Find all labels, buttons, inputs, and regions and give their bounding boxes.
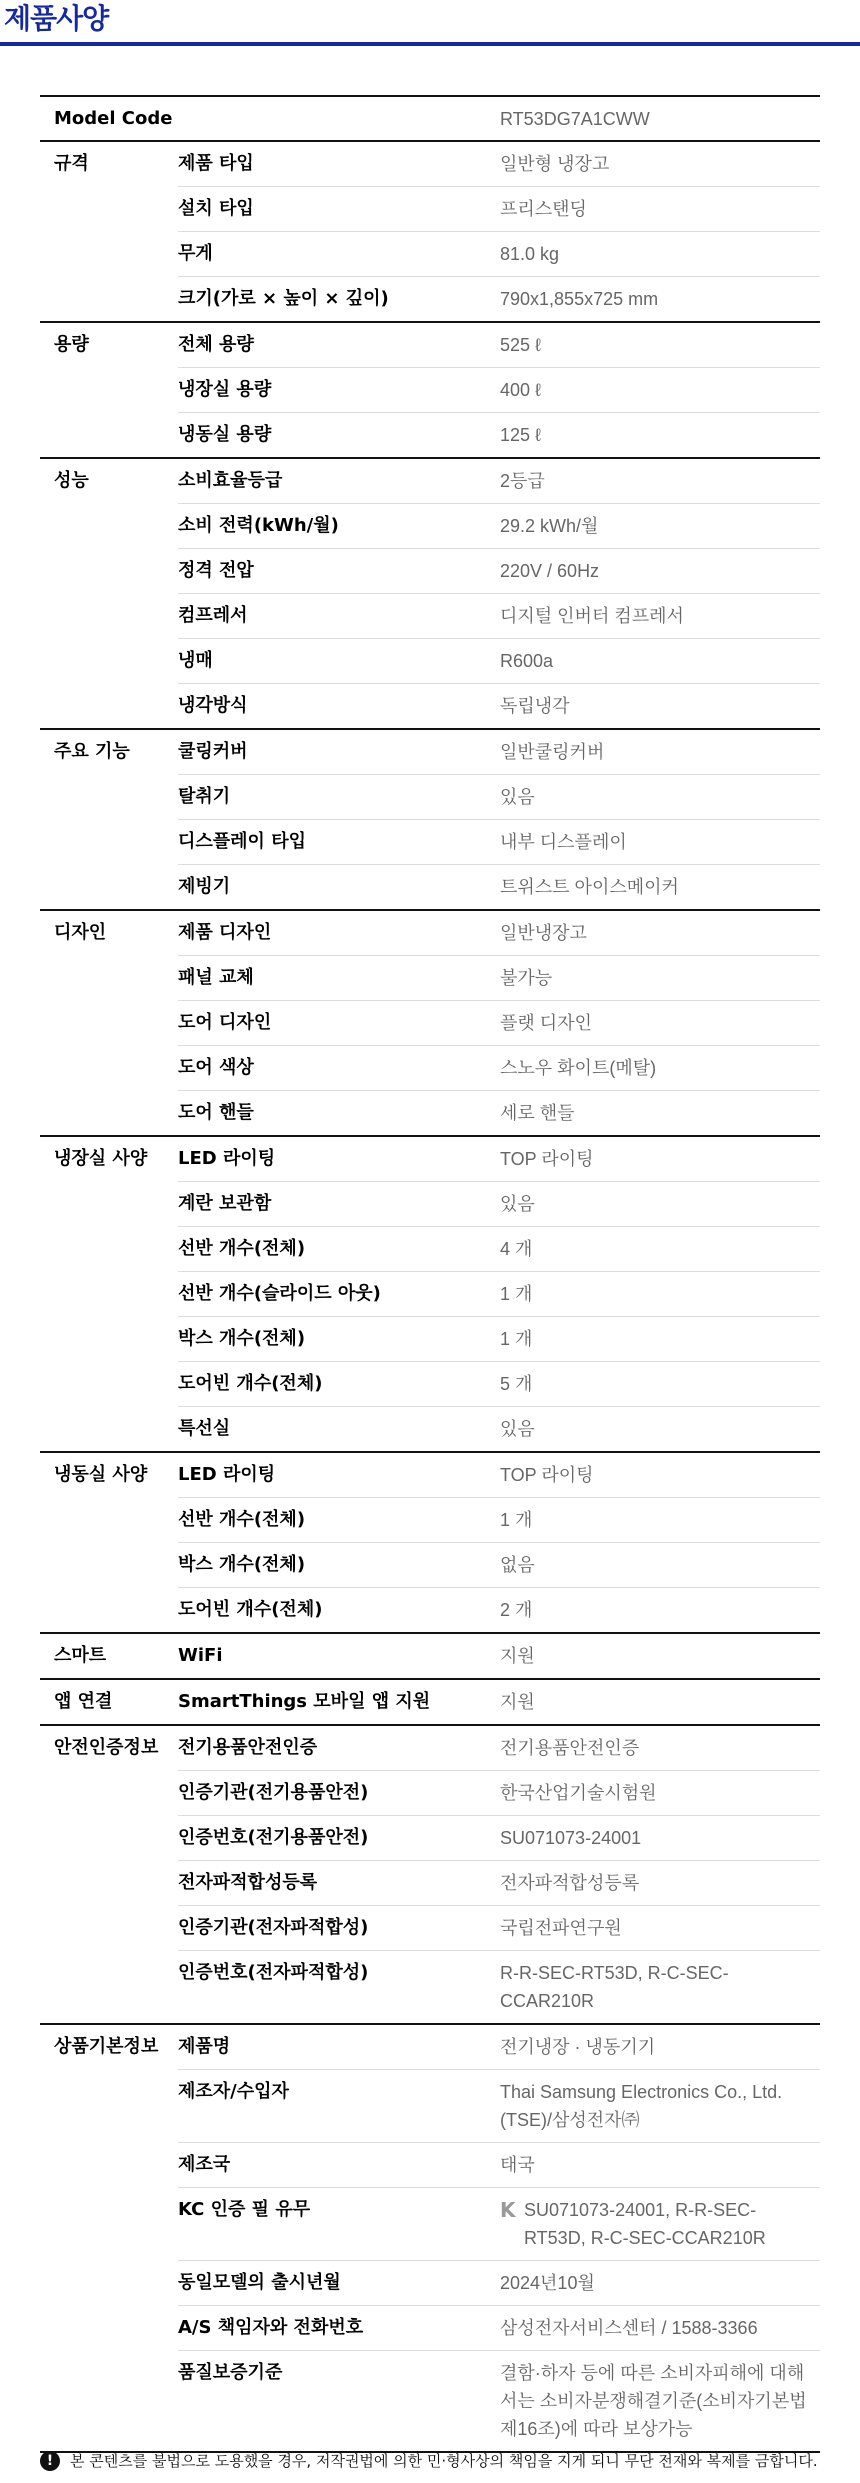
spec-row: [178, 1045, 820, 1090]
spec-value: 5 개: [500, 1374, 533, 1394]
spec-label: 선반 개수(전체): [178, 1509, 306, 1530]
spec-value: 내부 디스플레이: [500, 832, 627, 852]
spec-label: 인증번호(전기용품안전): [178, 1827, 369, 1848]
spec-label: 냉장실 용량: [178, 379, 272, 400]
spec-label: LED 라이팅: [178, 1148, 276, 1169]
spec-row: [178, 2305, 820, 2350]
kc-mark-icon: K: [500, 2198, 516, 2222]
spec-label: 전기용품안전인증: [178, 1737, 318, 1758]
group-name: 상품기본정보: [54, 2036, 159, 2057]
spec-row: [178, 638, 820, 683]
spec-label: 박스 개수(전체): [178, 1554, 306, 1575]
spec-row: [178, 2069, 820, 2142]
spec-row: [178, 1181, 820, 1226]
spec-value: 전자파적합성등록: [500, 1873, 640, 1893]
spec-row: [178, 955, 820, 1000]
spec-row: [178, 231, 820, 276]
spec-value: 트위스트 아이스메이커: [500, 877, 679, 897]
spec-row: [178, 276, 820, 321]
spec-group: [40, 1451, 820, 1632]
spec-value: 전기냉장 · 냉동기기: [500, 2037, 656, 2057]
spec-label: 도어 색상: [178, 1057, 254, 1078]
warning-icon: !: [40, 2451, 60, 2471]
spec-value: 1 개: [500, 1284, 533, 1304]
group-name: 냉동실 사양: [54, 1464, 148, 1485]
spec-value: 있음: [500, 1419, 535, 1439]
spec-value: [500, 2188, 820, 2260]
spec-value: 지원: [500, 1646, 535, 1666]
spec-row: [178, 1453, 820, 1497]
spec-group: [40, 1724, 820, 2023]
spec-label: A/S 책임자와 전화번호: [178, 2317, 364, 2338]
spec-row: [178, 593, 820, 638]
spec-label: 냉매: [178, 650, 213, 671]
spec-row: [178, 1542, 820, 1587]
spec-label: 품질보증기준: [178, 2362, 283, 2383]
spec-value: 국립전파연구원: [500, 1918, 622, 1938]
spec-value: 일반냉장고: [500, 923, 587, 943]
spec-value: 없음: [500, 1555, 535, 1575]
spec-row: [178, 323, 820, 367]
spec-value: 있음: [500, 787, 535, 807]
model-code-value: RT53DG7A1CWW: [500, 108, 650, 129]
spec-value: 불가능: [500, 968, 553, 988]
spec-value: 독립냉각: [500, 696, 570, 716]
spec-label: 패널 교체: [178, 967, 254, 988]
spec-label: KC 인증 필 유무: [178, 2199, 311, 2220]
spec-label: 선반 개수(슬라이드 아웃): [178, 1283, 381, 1304]
spec-row: [178, 1950, 820, 2023]
spec-label: 인증번호(전자파적합성): [178, 1962, 369, 1983]
spec-group: [40, 728, 820, 909]
spec-value: TOP 라이팅: [500, 1465, 594, 1485]
spec-label: 제품 타입: [178, 153, 254, 174]
spec-label: 전체 용량: [178, 334, 254, 355]
spec-value: 400 ℓ: [500, 380, 541, 400]
spec-row: [178, 1090, 820, 1135]
spec-row: [178, 2350, 820, 2451]
kc-value-text: SU071073-24001, R-R-SEC-RT53D, R-C-SEC-CCAR210R: [524, 2200, 766, 2248]
group-name: 스마트: [54, 1645, 107, 1666]
group-name: 규격: [54, 153, 89, 174]
spec-value: 4 개: [500, 1239, 533, 1259]
spec-row: [178, 412, 820, 457]
spec-row: [178, 1815, 820, 1860]
spec-row: [178, 1406, 820, 1451]
spec-row: [178, 1137, 820, 1181]
spec-row: [178, 1271, 820, 1316]
model-code-label: Model Code: [54, 107, 173, 129]
spec-value: 2024년10월: [500, 2273, 595, 2293]
spec-row: [178, 503, 820, 548]
spec-value: 2 개: [500, 1600, 533, 1620]
spec-label: 제조자/수입자: [178, 2081, 289, 2102]
spec-label: 소비 전력(kWh/월): [178, 515, 339, 536]
page-title: 제품사양: [4, 2, 109, 35]
spec-row: [178, 1226, 820, 1271]
spec-value: 29.2 kWh/월: [500, 516, 599, 536]
spec-group: [40, 457, 820, 728]
spec-label: 박스 개수(전체): [178, 1328, 306, 1349]
spec-label: 정격 전압: [178, 560, 254, 581]
spec-value: 삼성전자서비스센터 / 1588-3366: [500, 2318, 758, 2338]
spec-row: [178, 911, 820, 955]
spec-value: 일반쿨링커버: [500, 742, 605, 762]
spec-value: 1 개: [500, 1329, 533, 1349]
spec-label: 특선실: [178, 1418, 231, 1439]
group-name: 안전인증정보: [54, 1737, 159, 1758]
spec-label: 제품 디자인: [178, 922, 272, 943]
spec-value: 프리스탠딩: [500, 199, 587, 219]
spec-row: [178, 186, 820, 231]
spec-value: 스노우 화이트(메탈): [500, 1058, 657, 1078]
spec-row: [178, 367, 820, 412]
spec-label: 인증기관(전기용품안전): [178, 1782, 369, 1803]
spec-row: [178, 683, 820, 728]
spec-value: 1 개: [500, 1510, 533, 1530]
spec-value: 지원: [500, 1692, 535, 1712]
spec-value: R-R-SEC-RT53D, R-C-SEC-CCAR210R: [500, 1963, 729, 2011]
spec-label: 도어 디자인: [178, 1012, 272, 1033]
spec-label: 냉각방식: [178, 695, 248, 716]
spec-label: 제빙기: [178, 876, 231, 897]
spec-value: 디지털 인버터 컴프레서: [500, 606, 684, 626]
group-name: 주요 기능: [54, 741, 130, 762]
spec-value: 한국산업기술시험원: [500, 1783, 657, 1803]
spec-value: 있음: [500, 1194, 535, 1214]
spec-row: [178, 2260, 820, 2305]
spec-label: 제품명: [178, 2036, 231, 2057]
spec-label: 제조국: [178, 2154, 231, 2175]
spec-row: [178, 1726, 820, 1770]
spec-label: 쿨링커버: [178, 741, 248, 762]
spec-row: [178, 1000, 820, 1045]
spec-value: 세로 핸들: [500, 1103, 575, 1123]
spec-value: Thai Samsung Electronics Co., Ltd. (TSE)/삼성전자㈜: [500, 2082, 783, 2130]
spec-row: [178, 1497, 820, 1542]
spec-value: 125 ℓ: [500, 425, 541, 445]
spec-row: [178, 1860, 820, 1905]
spec-row: [178, 2025, 820, 2069]
spec-row: [178, 864, 820, 909]
spec-label: 냉동실 용량: [178, 424, 272, 445]
spec-label: 선반 개수(전체): [178, 1238, 306, 1259]
spec-value: 790x1,855x725 mm: [500, 289, 659, 309]
spec-group: [40, 1135, 820, 1451]
spec-label: 디스플레이 타입: [178, 831, 306, 852]
spec-row: [178, 1316, 820, 1361]
spec-row: [178, 2187, 820, 2260]
model-code-row: [40, 95, 820, 140]
spec-label: WiFi: [178, 1645, 223, 1666]
spec-label: 크기(가로 × 높이 × 깊이): [178, 288, 389, 309]
spec-label: 도어빈 개수(전체): [178, 1373, 323, 1394]
spec-value: 2등급: [500, 471, 545, 491]
spec-label: SmartThings 모바일 앱 지원: [178, 1691, 431, 1712]
spec-label: 도어 핸들: [178, 1102, 254, 1123]
spec-value: 81.0 kg: [500, 244, 560, 264]
spec-label: 소비효율등급: [178, 470, 283, 491]
spec-group: [40, 2023, 820, 2453]
notice-text: 본 콘텐츠를 불법으로 도용했을 경우, 저작권법에 의한 민·형사상의 책임을 지게 되니 무단 전재와 복제를 금합니다.: [70, 2452, 818, 2470]
spec-value: TOP 라이팅: [500, 1149, 594, 1169]
spec-label: 인증기관(전자파적합성): [178, 1917, 369, 1938]
spec-row: [178, 1770, 820, 1815]
spec-row: [178, 1634, 820, 1678]
spec-value: 결함·하자 등에 따른 소비자피해에 대해서는 소비자분쟁해결기준(소비자기본법 제16조)에 따라 보상가능: [500, 2363, 807, 2439]
spec-row: [178, 1905, 820, 1950]
spec-row: [178, 459, 820, 503]
spec-group: [40, 1678, 820, 1724]
spec-value: SU071073-24001: [500, 1828, 642, 1848]
spec-row: [178, 730, 820, 774]
copyright-notice: [40, 2450, 840, 2471]
spec-label: LED 라이팅: [178, 1464, 276, 1485]
spec-table: [40, 95, 820, 2453]
spec-value: 일반형 냉장고: [500, 154, 610, 174]
spec-value: 태국: [500, 2155, 535, 2175]
spec-row: [178, 548, 820, 593]
spec-value: R600a: [500, 651, 554, 671]
spec-value: 220V / 60Hz: [500, 561, 600, 581]
spec-group: [40, 1632, 820, 1678]
spec-row: [178, 1680, 820, 1724]
spec-row: [178, 819, 820, 864]
spec-label: 동일모델의 출시년월: [178, 2272, 341, 2293]
spec-row: [178, 1361, 820, 1406]
spec-row: [178, 2142, 820, 2187]
group-name: 앱 연결: [54, 1691, 113, 1712]
spec-label: 무게: [178, 243, 213, 264]
spec-value: 전기용품안전인증: [500, 1738, 640, 1758]
title-divider: [0, 42, 860, 46]
group-name: 디자인: [54, 922, 107, 943]
spec-value: 플랫 디자인: [500, 1013, 592, 1033]
spec-group: [40, 909, 820, 1135]
spec-label: 계란 보관함: [178, 1193, 272, 1214]
group-name: 용량: [54, 334, 89, 355]
spec-label: 도어빈 개수(전체): [178, 1599, 323, 1620]
spec-row: [178, 1587, 820, 1632]
spec-label: 컴프레서: [178, 605, 248, 626]
spec-label: 탈취기: [178, 786, 231, 807]
spec-value: 525 ℓ: [500, 335, 541, 355]
group-name: 냉장실 사양: [54, 1148, 148, 1169]
spec-row: [178, 142, 820, 186]
spec-row: [178, 774, 820, 819]
spec-group: [40, 321, 820, 457]
spec-group: [40, 140, 820, 321]
spec-label: 설치 타입: [178, 198, 254, 219]
group-name: 성능: [54, 470, 89, 491]
spec-label: 전자파적합성등록: [178, 1872, 318, 1893]
